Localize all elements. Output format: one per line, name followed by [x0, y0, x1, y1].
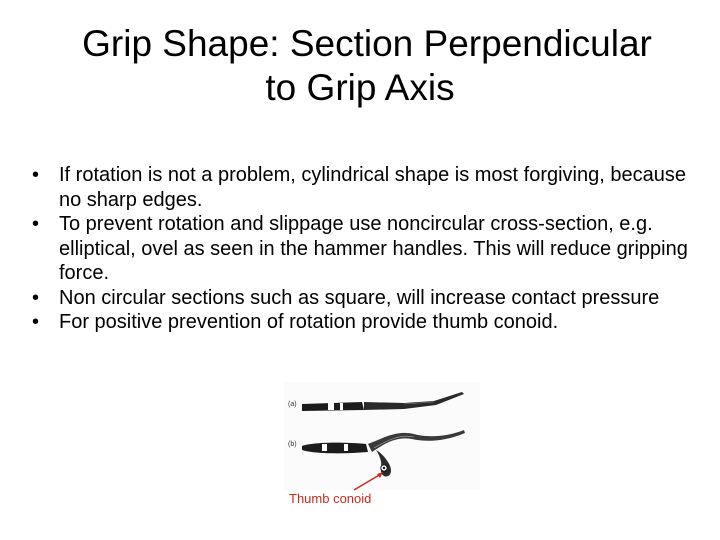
- figure-label-a: (a): [288, 401, 297, 408]
- thumb-conoid-caption: Thumb conoid: [289, 491, 372, 506]
- figure-label-b: (b): [288, 441, 297, 448]
- slide-title: [0, 22, 720, 110]
- slide-title-line-2: to Grip Axis: [265, 67, 455, 108]
- bullet-item: • Non circular sections such as square, will increase contact pressure: [32, 286, 692, 311]
- bullet-item: • If rotation is not a problem, cylindrical shape is most forgiving, because no sharp edges.: [32, 163, 692, 212]
- bullet-list: [32, 163, 692, 335]
- bullet-item: • To prevent rotation and slippage use noncircular cross-section, e.g. elliptical, ovel as seen in the hammer handles. This will reduce gripping force.: [32, 212, 692, 286]
- bullet-item: • For positive prevention of rotation provide thumb conoid.: [32, 310, 692, 335]
- slide-title-line-1: Grip Shape: Section Perpendicular: [82, 23, 652, 64]
